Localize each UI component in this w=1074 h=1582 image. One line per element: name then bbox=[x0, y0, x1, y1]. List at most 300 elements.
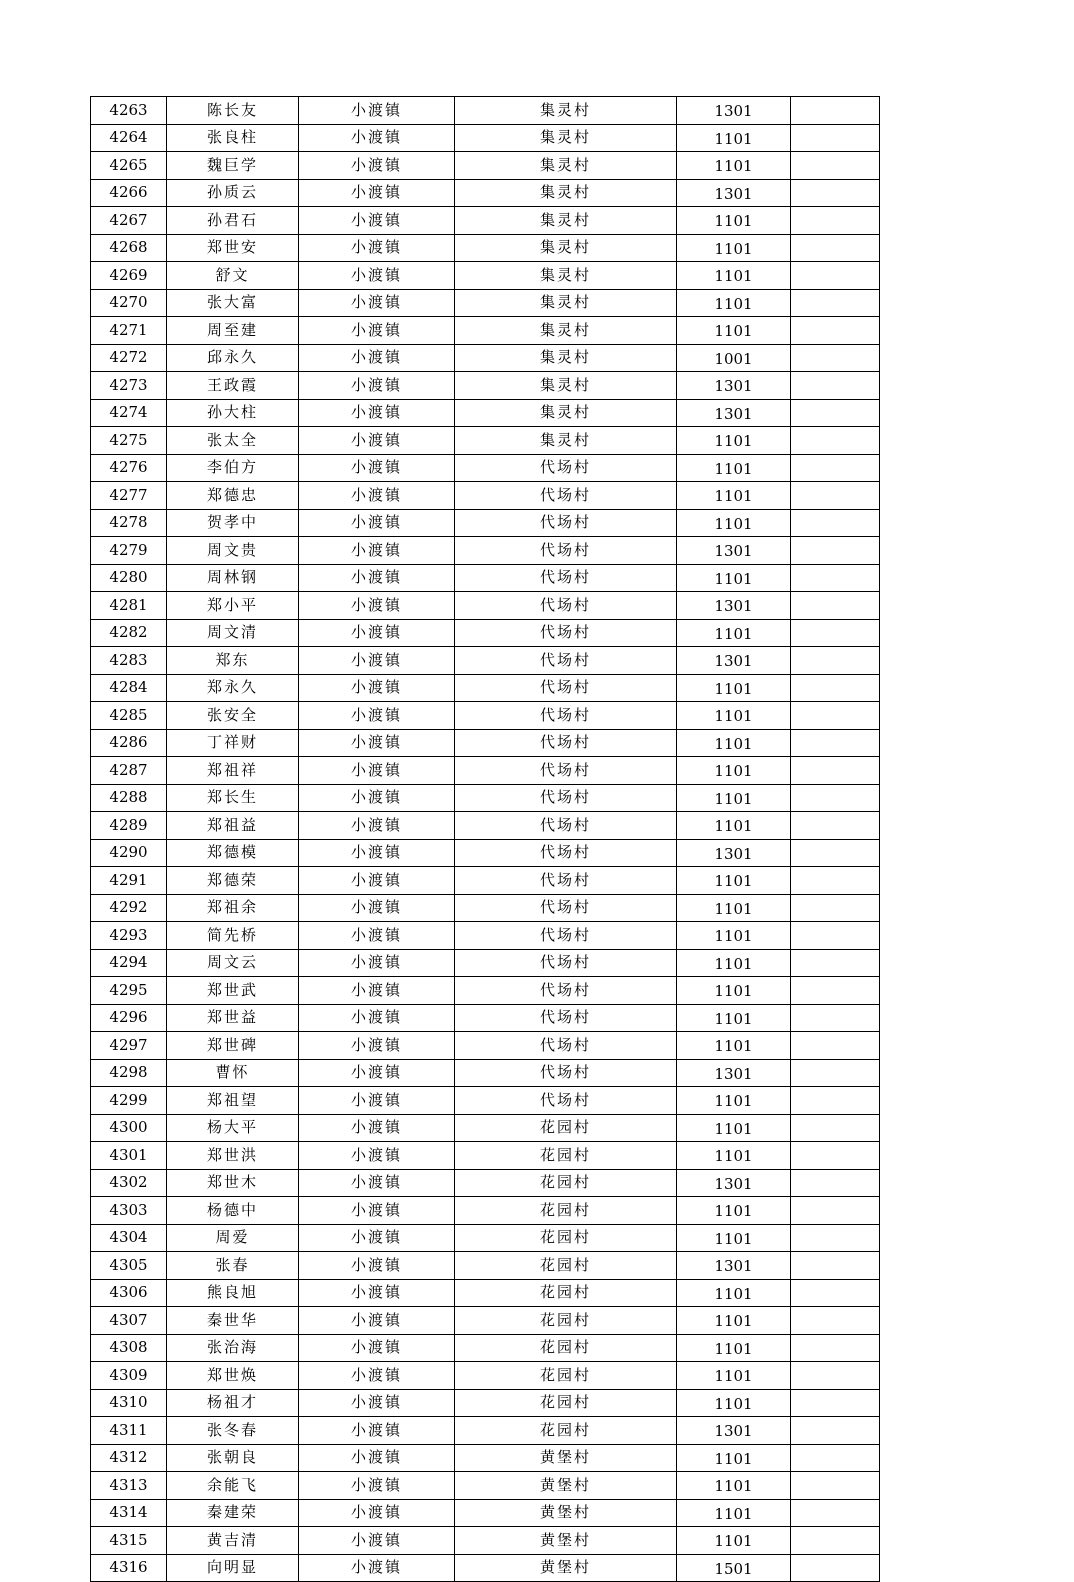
village-cell: 集灵村 bbox=[455, 234, 677, 262]
index-cell: 4301 bbox=[91, 1142, 167, 1170]
name-cell: 郑世益 bbox=[167, 1004, 299, 1032]
village-cell: 黄堡村 bbox=[455, 1472, 677, 1500]
index-cell: 4269 bbox=[91, 262, 167, 290]
table-row bbox=[91, 1554, 880, 1582]
remark-cell bbox=[791, 482, 880, 510]
village-cell: 代场村 bbox=[455, 647, 677, 675]
table-row bbox=[91, 1334, 880, 1362]
name-cell: 郑祖祥 bbox=[167, 757, 299, 785]
village-cell: 黄堡村 bbox=[455, 1554, 677, 1582]
village-cell: 花园村 bbox=[455, 1307, 677, 1335]
code-cell: 1301 bbox=[677, 1169, 791, 1197]
village-cell: 集灵村 bbox=[455, 179, 677, 207]
town-cell: 小渡镇 bbox=[299, 1169, 455, 1197]
code-cell: 1101 bbox=[677, 207, 791, 235]
village-cell: 集灵村 bbox=[455, 317, 677, 345]
index-cell: 4290 bbox=[91, 839, 167, 867]
table-row bbox=[91, 1252, 880, 1280]
table-row bbox=[91, 1527, 880, 1555]
index-cell: 4307 bbox=[91, 1307, 167, 1335]
index-cell: 4305 bbox=[91, 1252, 167, 1280]
town-cell: 小渡镇 bbox=[299, 1087, 455, 1115]
village-cell: 花园村 bbox=[455, 1417, 677, 1445]
code-cell: 1101 bbox=[677, 1114, 791, 1142]
village-cell: 集灵村 bbox=[455, 97, 677, 125]
town-cell: 小渡镇 bbox=[299, 592, 455, 620]
remark-cell bbox=[791, 152, 880, 180]
code-cell: 1101 bbox=[677, 977, 791, 1005]
village-cell: 代场村 bbox=[455, 729, 677, 757]
records-table bbox=[90, 96, 880, 1582]
code-cell: 1301 bbox=[677, 179, 791, 207]
remark-cell bbox=[791, 1004, 880, 1032]
code-cell: 1101 bbox=[677, 1362, 791, 1390]
remark-cell bbox=[791, 1252, 880, 1280]
name-cell: 杨德中 bbox=[167, 1197, 299, 1225]
code-cell: 1101 bbox=[677, 1004, 791, 1032]
code-cell: 1101 bbox=[677, 867, 791, 895]
code-cell: 1101 bbox=[677, 619, 791, 647]
table-row bbox=[91, 702, 880, 730]
village-cell: 集灵村 bbox=[455, 289, 677, 317]
table-row bbox=[91, 537, 880, 565]
town-cell: 小渡镇 bbox=[299, 1307, 455, 1335]
table-row bbox=[91, 977, 880, 1005]
name-cell: 熊良旭 bbox=[167, 1279, 299, 1307]
index-cell: 4313 bbox=[91, 1472, 167, 1500]
name-cell: 孙质云 bbox=[167, 179, 299, 207]
table-row bbox=[91, 262, 880, 290]
remark-cell bbox=[791, 757, 880, 785]
remark-cell bbox=[791, 427, 880, 455]
village-cell: 黄堡村 bbox=[455, 1444, 677, 1472]
table-row bbox=[91, 509, 880, 537]
remark-cell bbox=[791, 1059, 880, 1087]
town-cell: 小渡镇 bbox=[299, 1527, 455, 1555]
town-cell: 小渡镇 bbox=[299, 454, 455, 482]
town-cell: 小渡镇 bbox=[299, 674, 455, 702]
index-cell: 4287 bbox=[91, 757, 167, 785]
town-cell: 小渡镇 bbox=[299, 1004, 455, 1032]
name-cell: 余能飞 bbox=[167, 1472, 299, 1500]
table-row bbox=[91, 1004, 880, 1032]
table-row bbox=[91, 482, 880, 510]
remark-cell bbox=[791, 784, 880, 812]
name-cell: 郑世焕 bbox=[167, 1362, 299, 1390]
table-row bbox=[91, 1444, 880, 1472]
town-cell: 小渡镇 bbox=[299, 1554, 455, 1582]
index-cell: 4266 bbox=[91, 179, 167, 207]
town-cell: 小渡镇 bbox=[299, 1389, 455, 1417]
table-row bbox=[91, 647, 880, 675]
code-cell: 1301 bbox=[677, 399, 791, 427]
village-cell: 代场村 bbox=[455, 619, 677, 647]
index-cell: 4308 bbox=[91, 1334, 167, 1362]
village-cell: 花园村 bbox=[455, 1169, 677, 1197]
table-row bbox=[91, 427, 880, 455]
index-cell: 4276 bbox=[91, 454, 167, 482]
village-cell: 黄堡村 bbox=[455, 1527, 677, 1555]
code-cell: 1101 bbox=[677, 674, 791, 702]
village-cell: 花园村 bbox=[455, 1224, 677, 1252]
name-cell: 张春 bbox=[167, 1252, 299, 1280]
table-row bbox=[91, 592, 880, 620]
index-cell: 4265 bbox=[91, 152, 167, 180]
table-row bbox=[91, 289, 880, 317]
remark-cell bbox=[791, 592, 880, 620]
code-cell: 1101 bbox=[677, 1472, 791, 1500]
remark-cell bbox=[791, 1472, 880, 1500]
village-cell: 花园村 bbox=[455, 1142, 677, 1170]
remark-cell bbox=[791, 619, 880, 647]
table-row bbox=[91, 1362, 880, 1390]
table-row bbox=[91, 812, 880, 840]
code-cell: 1101 bbox=[677, 812, 791, 840]
code-cell: 1301 bbox=[677, 647, 791, 675]
remark-cell bbox=[791, 894, 880, 922]
index-cell: 4296 bbox=[91, 1004, 167, 1032]
code-cell: 1101 bbox=[677, 1307, 791, 1335]
table-row bbox=[91, 1059, 880, 1087]
remark-cell bbox=[791, 1527, 880, 1555]
code-cell: 1101 bbox=[677, 262, 791, 290]
table-row bbox=[91, 839, 880, 867]
records-table-body bbox=[91, 97, 880, 1582]
index-cell: 4314 bbox=[91, 1499, 167, 1527]
index-cell: 4310 bbox=[91, 1389, 167, 1417]
town-cell: 小渡镇 bbox=[299, 1444, 455, 1472]
table-row bbox=[91, 234, 880, 262]
table-row bbox=[91, 152, 880, 180]
remark-cell bbox=[791, 977, 880, 1005]
town-cell: 小渡镇 bbox=[299, 894, 455, 922]
town-cell: 小渡镇 bbox=[299, 1114, 455, 1142]
remark-cell bbox=[791, 1197, 880, 1225]
code-cell: 1101 bbox=[677, 784, 791, 812]
name-cell: 郑祖望 bbox=[167, 1087, 299, 1115]
town-cell: 小渡镇 bbox=[299, 619, 455, 647]
index-cell: 4303 bbox=[91, 1197, 167, 1225]
name-cell: 郑德忠 bbox=[167, 482, 299, 510]
village-cell: 代场村 bbox=[455, 949, 677, 977]
town-cell: 小渡镇 bbox=[299, 564, 455, 592]
index-cell: 4315 bbox=[91, 1527, 167, 1555]
remark-cell bbox=[791, 1032, 880, 1060]
name-cell: 郑世安 bbox=[167, 234, 299, 262]
remark-cell bbox=[791, 1142, 880, 1170]
code-cell: 1101 bbox=[677, 1032, 791, 1060]
index-cell: 4268 bbox=[91, 234, 167, 262]
name-cell: 秦世华 bbox=[167, 1307, 299, 1335]
index-cell: 4277 bbox=[91, 482, 167, 510]
town-cell: 小渡镇 bbox=[299, 812, 455, 840]
table-row bbox=[91, 1417, 880, 1445]
index-cell: 4272 bbox=[91, 344, 167, 372]
name-cell: 舒文 bbox=[167, 262, 299, 290]
table-row bbox=[91, 97, 880, 125]
name-cell: 张安全 bbox=[167, 702, 299, 730]
village-cell: 集灵村 bbox=[455, 427, 677, 455]
remark-cell bbox=[791, 344, 880, 372]
town-cell: 小渡镇 bbox=[299, 867, 455, 895]
remark-cell bbox=[791, 812, 880, 840]
town-cell: 小渡镇 bbox=[299, 427, 455, 455]
name-cell: 李伯方 bbox=[167, 454, 299, 482]
code-cell: 1301 bbox=[677, 537, 791, 565]
code-cell: 1501 bbox=[677, 1554, 791, 1582]
village-cell: 花园村 bbox=[455, 1334, 677, 1362]
village-cell: 集灵村 bbox=[455, 344, 677, 372]
table-row bbox=[91, 1224, 880, 1252]
village-cell: 集灵村 bbox=[455, 124, 677, 152]
village-cell: 花园村 bbox=[455, 1252, 677, 1280]
town-cell: 小渡镇 bbox=[299, 977, 455, 1005]
index-cell: 4312 bbox=[91, 1444, 167, 1472]
index-cell: 4270 bbox=[91, 289, 167, 317]
town-cell: 小渡镇 bbox=[299, 1197, 455, 1225]
name-cell: 张大富 bbox=[167, 289, 299, 317]
index-cell: 4299 bbox=[91, 1087, 167, 1115]
remark-cell bbox=[791, 537, 880, 565]
village-cell: 代场村 bbox=[455, 894, 677, 922]
town-cell: 小渡镇 bbox=[299, 344, 455, 372]
table-row bbox=[91, 922, 880, 950]
village-cell: 花园村 bbox=[455, 1389, 677, 1417]
index-cell: 4297 bbox=[91, 1032, 167, 1060]
index-cell: 4284 bbox=[91, 674, 167, 702]
village-cell: 代场村 bbox=[455, 1032, 677, 1060]
name-cell: 陈长友 bbox=[167, 97, 299, 125]
remark-cell bbox=[791, 399, 880, 427]
town-cell: 小渡镇 bbox=[299, 399, 455, 427]
town-cell: 小渡镇 bbox=[299, 289, 455, 317]
name-cell: 孙君石 bbox=[167, 207, 299, 235]
table-row bbox=[91, 179, 880, 207]
code-cell: 1001 bbox=[677, 344, 791, 372]
code-cell: 1101 bbox=[677, 1389, 791, 1417]
name-cell: 张良柱 bbox=[167, 124, 299, 152]
name-cell: 郑世洪 bbox=[167, 1142, 299, 1170]
town-cell: 小渡镇 bbox=[299, 97, 455, 125]
name-cell: 向明显 bbox=[167, 1554, 299, 1582]
table-row bbox=[91, 674, 880, 702]
town-cell: 小渡镇 bbox=[299, 702, 455, 730]
name-cell: 张冬春 bbox=[167, 1417, 299, 1445]
village-cell: 代场村 bbox=[455, 839, 677, 867]
village-cell: 代场村 bbox=[455, 977, 677, 1005]
table-row bbox=[91, 757, 880, 785]
town-cell: 小渡镇 bbox=[299, 124, 455, 152]
table-row bbox=[91, 124, 880, 152]
name-cell: 杨大平 bbox=[167, 1114, 299, 1142]
code-cell: 1101 bbox=[677, 454, 791, 482]
code-cell: 1301 bbox=[677, 372, 791, 400]
village-cell: 代场村 bbox=[455, 702, 677, 730]
village-cell: 代场村 bbox=[455, 537, 677, 565]
code-cell: 1101 bbox=[677, 894, 791, 922]
table-row bbox=[91, 1114, 880, 1142]
code-cell: 1101 bbox=[677, 1224, 791, 1252]
table-row bbox=[91, 1142, 880, 1170]
index-cell: 4286 bbox=[91, 729, 167, 757]
village-cell: 花园村 bbox=[455, 1197, 677, 1225]
town-cell: 小渡镇 bbox=[299, 1142, 455, 1170]
town-cell: 小渡镇 bbox=[299, 152, 455, 180]
index-cell: 4264 bbox=[91, 124, 167, 152]
table-row bbox=[91, 949, 880, 977]
remark-cell bbox=[791, 509, 880, 537]
code-cell: 1101 bbox=[677, 482, 791, 510]
name-cell: 张治海 bbox=[167, 1334, 299, 1362]
remark-cell bbox=[791, 1334, 880, 1362]
name-cell: 黄吉清 bbox=[167, 1527, 299, 1555]
index-cell: 4306 bbox=[91, 1279, 167, 1307]
name-cell: 周文清 bbox=[167, 619, 299, 647]
index-cell: 4292 bbox=[91, 894, 167, 922]
town-cell: 小渡镇 bbox=[299, 207, 455, 235]
remark-cell bbox=[791, 234, 880, 262]
code-cell: 1101 bbox=[677, 564, 791, 592]
name-cell: 郑东 bbox=[167, 647, 299, 675]
remark-cell bbox=[791, 674, 880, 702]
code-cell: 1101 bbox=[677, 1499, 791, 1527]
remark-cell bbox=[791, 702, 880, 730]
code-cell: 1301 bbox=[677, 1059, 791, 1087]
table-row bbox=[91, 867, 880, 895]
village-cell: 花园村 bbox=[455, 1279, 677, 1307]
name-cell: 郑祖余 bbox=[167, 894, 299, 922]
village-cell: 代场村 bbox=[455, 757, 677, 785]
index-cell: 4294 bbox=[91, 949, 167, 977]
name-cell: 周文贵 bbox=[167, 537, 299, 565]
town-cell: 小渡镇 bbox=[299, 372, 455, 400]
code-cell: 1101 bbox=[677, 757, 791, 785]
remark-cell bbox=[791, 454, 880, 482]
remark-cell bbox=[791, 729, 880, 757]
remark-cell bbox=[791, 1114, 880, 1142]
name-cell: 周林钢 bbox=[167, 564, 299, 592]
village-cell: 代场村 bbox=[455, 564, 677, 592]
name-cell: 秦建荣 bbox=[167, 1499, 299, 1527]
town-cell: 小渡镇 bbox=[299, 234, 455, 262]
town-cell: 小渡镇 bbox=[299, 1032, 455, 1060]
table-row bbox=[91, 1307, 880, 1335]
town-cell: 小渡镇 bbox=[299, 1224, 455, 1252]
name-cell: 邱永久 bbox=[167, 344, 299, 372]
village-cell: 花园村 bbox=[455, 1362, 677, 1390]
table-row bbox=[91, 894, 880, 922]
town-cell: 小渡镇 bbox=[299, 1417, 455, 1445]
code-cell: 1301 bbox=[677, 1252, 791, 1280]
name-cell: 周至建 bbox=[167, 317, 299, 345]
name-cell: 王政霞 bbox=[167, 372, 299, 400]
index-cell: 4280 bbox=[91, 564, 167, 592]
town-cell: 小渡镇 bbox=[299, 179, 455, 207]
name-cell: 魏巨学 bbox=[167, 152, 299, 180]
town-cell: 小渡镇 bbox=[299, 482, 455, 510]
village-cell: 代场村 bbox=[455, 482, 677, 510]
code-cell: 1101 bbox=[677, 1142, 791, 1170]
index-cell: 4295 bbox=[91, 977, 167, 1005]
village-cell: 集灵村 bbox=[455, 207, 677, 235]
table-row bbox=[91, 619, 880, 647]
index-cell: 4273 bbox=[91, 372, 167, 400]
remark-cell bbox=[791, 1389, 880, 1417]
name-cell: 杨祖才 bbox=[167, 1389, 299, 1417]
index-cell: 4274 bbox=[91, 399, 167, 427]
remark-cell bbox=[791, 1307, 880, 1335]
remark-cell bbox=[791, 1362, 880, 1390]
code-cell: 1101 bbox=[677, 234, 791, 262]
index-cell: 4309 bbox=[91, 1362, 167, 1390]
town-cell: 小渡镇 bbox=[299, 509, 455, 537]
town-cell: 小渡镇 bbox=[299, 1334, 455, 1362]
remark-cell bbox=[791, 564, 880, 592]
name-cell: 郑小平 bbox=[167, 592, 299, 620]
code-cell: 1101 bbox=[677, 729, 791, 757]
index-cell: 4283 bbox=[91, 647, 167, 675]
village-cell: 集灵村 bbox=[455, 152, 677, 180]
village-cell: 代场村 bbox=[455, 454, 677, 482]
name-cell: 郑世碑 bbox=[167, 1032, 299, 1060]
code-cell: 1101 bbox=[677, 317, 791, 345]
name-cell: 郑德荣 bbox=[167, 867, 299, 895]
name-cell: 郑德模 bbox=[167, 839, 299, 867]
village-cell: 代场村 bbox=[455, 674, 677, 702]
code-cell: 1301 bbox=[677, 839, 791, 867]
village-cell: 集灵村 bbox=[455, 372, 677, 400]
index-cell: 4285 bbox=[91, 702, 167, 730]
table-row bbox=[91, 1032, 880, 1060]
town-cell: 小渡镇 bbox=[299, 784, 455, 812]
village-cell: 代场村 bbox=[455, 1087, 677, 1115]
name-cell: 周爱 bbox=[167, 1224, 299, 1252]
town-cell: 小渡镇 bbox=[299, 949, 455, 977]
name-cell: 郑长生 bbox=[167, 784, 299, 812]
village-cell: 代场村 bbox=[455, 922, 677, 950]
index-cell: 4293 bbox=[91, 922, 167, 950]
village-cell: 代场村 bbox=[455, 1059, 677, 1087]
name-cell: 丁祥财 bbox=[167, 729, 299, 757]
index-cell: 4288 bbox=[91, 784, 167, 812]
index-cell: 4267 bbox=[91, 207, 167, 235]
code-cell: 1101 bbox=[677, 124, 791, 152]
town-cell: 小渡镇 bbox=[299, 839, 455, 867]
index-cell: 4304 bbox=[91, 1224, 167, 1252]
table-row bbox=[91, 784, 880, 812]
village-cell: 代场村 bbox=[455, 867, 677, 895]
table-row bbox=[91, 1087, 880, 1115]
table-row bbox=[91, 454, 880, 482]
remark-cell bbox=[791, 372, 880, 400]
village-cell: 代场村 bbox=[455, 509, 677, 537]
index-cell: 4271 bbox=[91, 317, 167, 345]
index-cell: 4302 bbox=[91, 1169, 167, 1197]
name-cell: 郑永久 bbox=[167, 674, 299, 702]
town-cell: 小渡镇 bbox=[299, 1252, 455, 1280]
table-row bbox=[91, 1472, 880, 1500]
code-cell: 1101 bbox=[677, 922, 791, 950]
town-cell: 小渡镇 bbox=[299, 757, 455, 785]
village-cell: 花园村 bbox=[455, 1114, 677, 1142]
name-cell: 孙大柱 bbox=[167, 399, 299, 427]
name-cell: 简先桥 bbox=[167, 922, 299, 950]
code-cell: 1101 bbox=[677, 1334, 791, 1362]
remark-cell bbox=[791, 922, 880, 950]
remark-cell bbox=[791, 289, 880, 317]
village-cell: 代场村 bbox=[455, 812, 677, 840]
index-cell: 4278 bbox=[91, 509, 167, 537]
